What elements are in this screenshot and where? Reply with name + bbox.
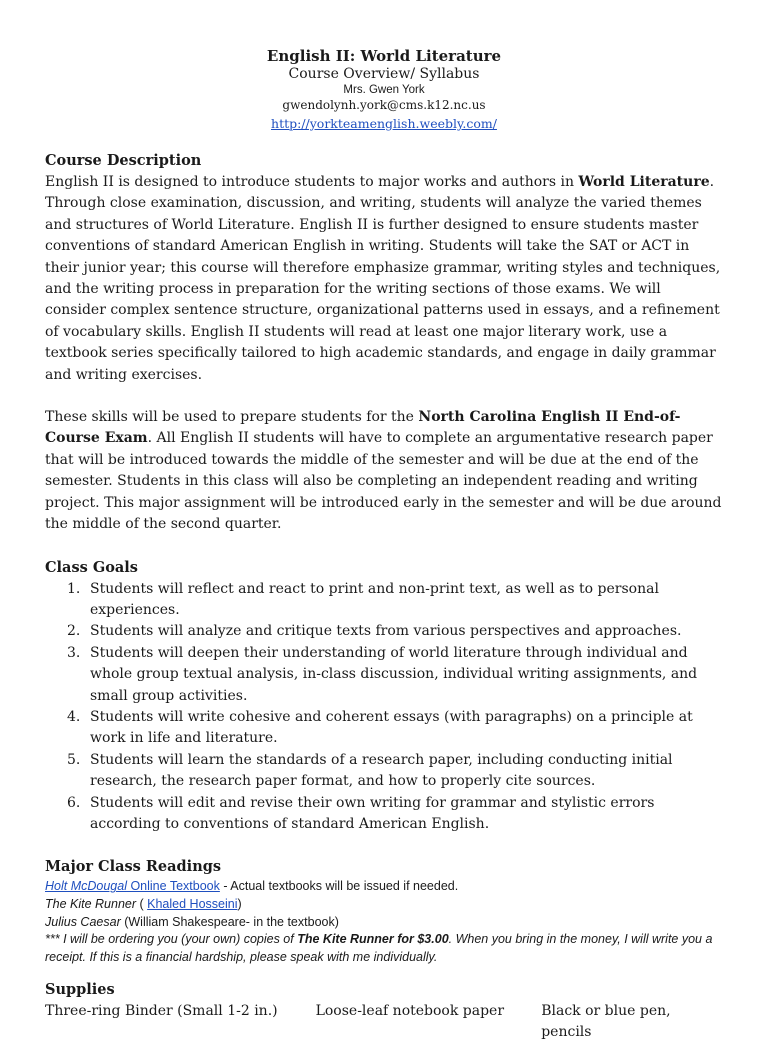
list-item-text: Students will edit and revise their own writing for grammar and stylistic errors according to conventions of standard American English. [90,794,655,832]
list-item [45,750,725,793]
text-run: English II is designed to introduce students to major works and authors in [45,174,579,190]
book-title: The Kite Runner [45,896,137,911]
list-number: 1. [67,580,81,597]
class-goals-list [45,579,725,836]
note-text: . When you bring in the money, I will write you a receipt. If this is a financial hardship, please speak with me individually. [45,932,713,964]
section-heading-supplies: Supplies [45,981,115,999]
bold-text-run: The Kite Runner for $3.00 [297,932,449,947]
document-header [0,46,768,132]
supplies-list [45,1001,725,1043]
list-item [45,643,725,707]
course-title: English II: World Literature [266,47,502,65]
readings-list [45,878,725,966]
supply-item: Loose-leaf notebook paper [315,1003,505,1020]
list-number: 4. [67,708,81,725]
text-run: . Through close examination, discussion, and writing, students will analyze the varied themes and structures of World Literature. English II is further designed to ensure students master conventions of standard American English in writing. Students will take the SAT or ACT in their junior year; this course will therefore emphasize grammar, writing styles and techniques, and the writing process in preparation for the writing sections of those exams. We will consider complex sentence structure, organizational patterns used in essays, and a refinement of vocabulary skills. English II students will read at least one major literary work, use a textbook series specifically tailored to high academic standards, and engage in daily grammar and writing exercises. [45,174,721,383]
list-item [45,793,725,836]
section-heading-course-description: Course Description [45,152,202,169]
teacher-name: Mrs. Gwen York [343,84,425,96]
text-run: ( [136,896,148,911]
book-note: (William Shakespeare- in the textbook) [120,914,339,929]
author-link[interactable]: Khaled Hosseini [147,896,238,911]
document-body [45,150,725,1043]
textbook-link[interactable] [45,879,220,893]
reading-julius-caesar [45,914,725,932]
bold-text-run: North Carolina English II End-of-Course Exam [45,409,681,447]
text-run: . All English II students will have to complete an argumentative research paper that will be introduced towards the middle of the semester and will be due at the end of the semester. Students in this class will also be completing an independent reading and writing project. This major assignment will be introduced early in the semester and will be due around the middle of the second quarter. [45,430,722,533]
list-item [45,579,725,622]
course-description-paragraph-2 [45,407,725,535]
readings-note [45,931,725,966]
textbook-publisher: Holt McDougal [45,879,127,894]
list-number: 6. [67,794,81,811]
course-website-link[interactable]: http://yorkteamenglish.weebly.com/ [271,116,497,131]
list-number: 3. [67,644,81,661]
section-heading-class-goals: Class Goals [45,558,138,576]
reading-textbook [45,878,725,896]
course-description-paragraph-1 [45,172,725,386]
list-item-text: Students will reflect and react to print and non-print text, as well as to personal experiences. [90,580,659,618]
textbook-link-text: Online Textbook [126,879,220,894]
supply-item: Black or blue pen, pencils [541,1003,671,1041]
course-subtitle: Course Overview/ Syllabus [288,66,480,82]
supply-item: Three-ring Binder (Small 1-2 in.) [45,1003,278,1020]
book-title: Julius Caesar [45,914,121,929]
teacher-email: gwendolynh.york@cms.k12.nc.us [282,98,486,112]
list-item [45,621,725,642]
text-run: These skills will be used to prepare students for the [45,409,419,426]
text-run: ) [237,896,242,911]
list-number: 2. [67,623,81,640]
list-number: 5. [67,751,81,768]
note-text: *** I will be ordering you (your own) copies of [45,932,298,947]
textbook-note: - Actual textbooks will be issued if needed. [219,879,459,894]
section-heading-major-class-readings: Major Class Readings [45,858,222,876]
bold-text-run: World Literature [578,174,710,190]
list-item-text: Students will write cohesive and coherent essays (with paragraphs) on a principle at work in life and literature. [90,708,693,747]
list-item-text: Students will analyze and critique texts from various perspectives and approaches. [90,623,682,640]
list-item-text: Students will deepen their understanding of world literature through individual and whole group textual analysis, in-class discussion, individual writing assignments, and small group activities. [90,644,698,704]
list-item [45,707,725,750]
list-item-text: Students will learn the standards of a research paper, including conducting initial research, the research paper format, and how to properly cite sources. [90,751,673,790]
reading-kite-runner [45,896,725,914]
